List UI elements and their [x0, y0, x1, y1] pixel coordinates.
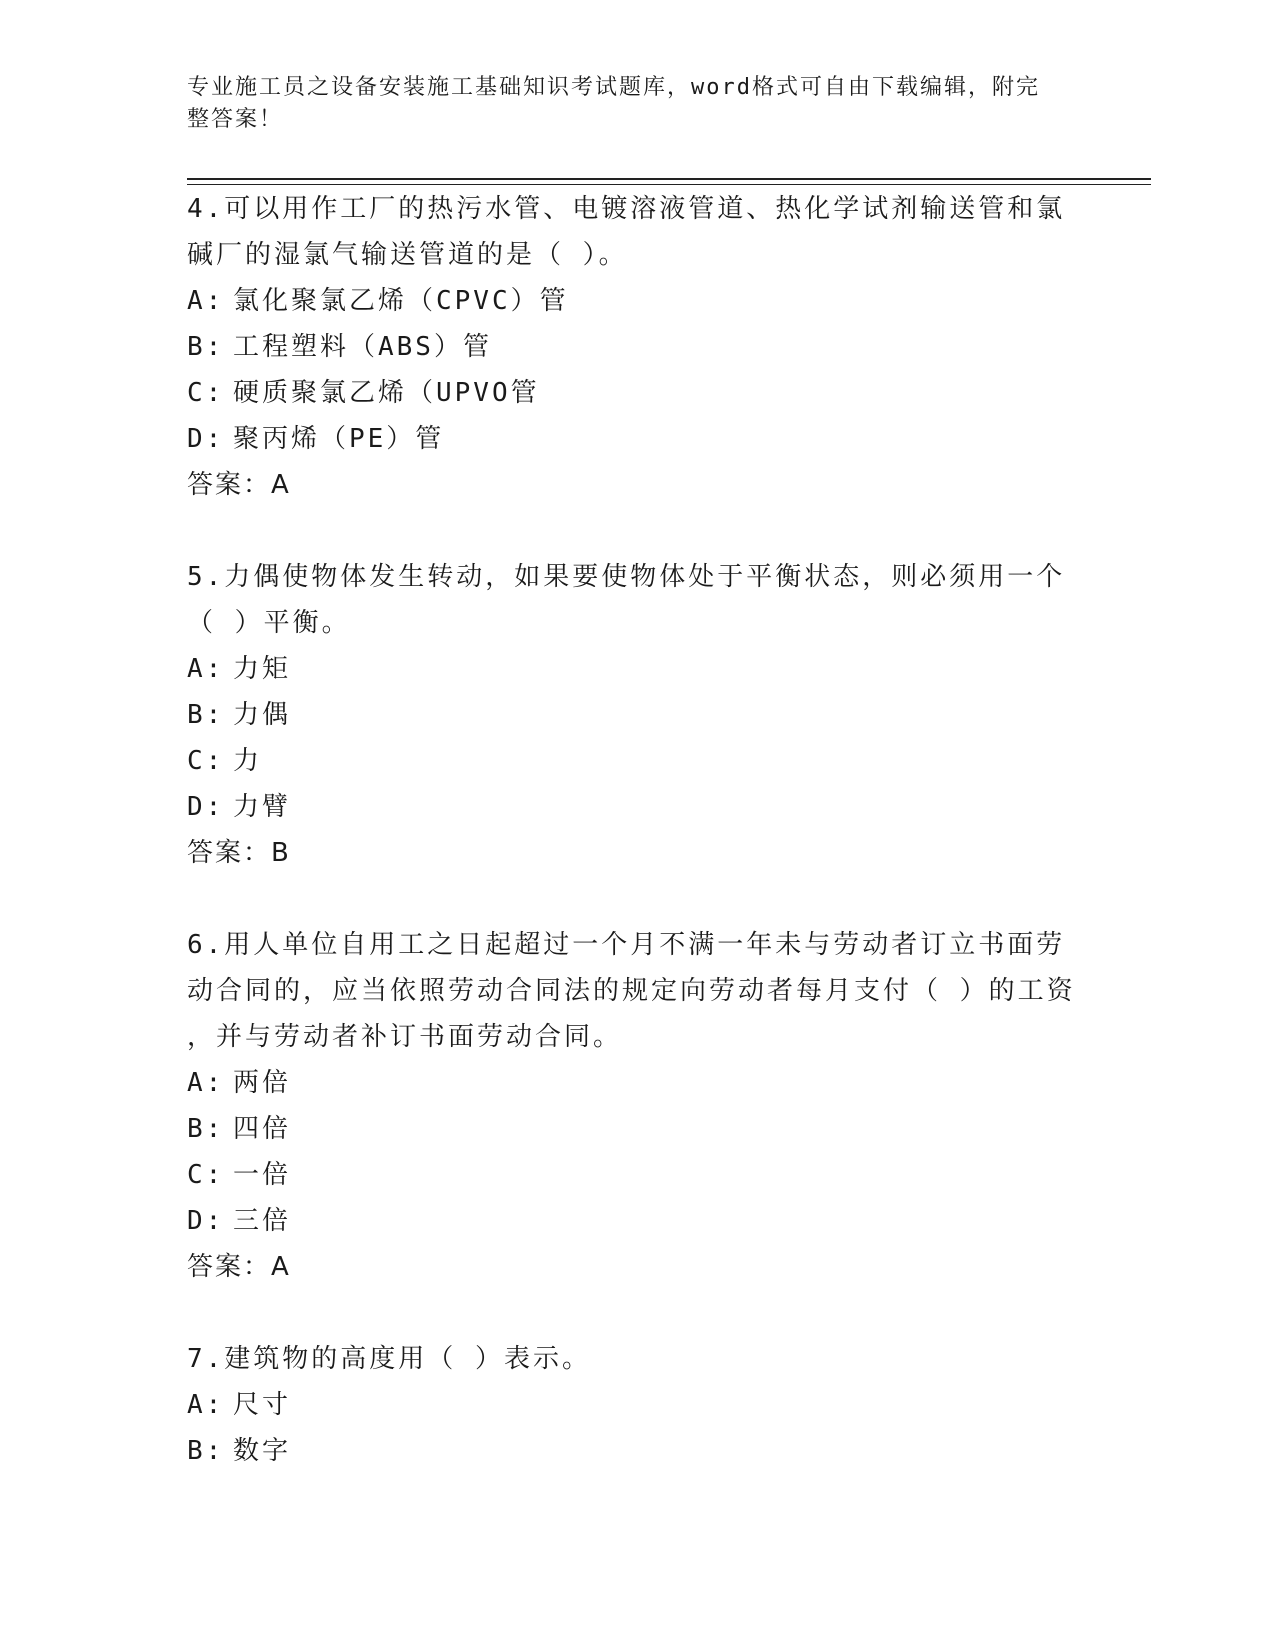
option-letter: C: — [187, 1160, 225, 1190]
option-letter: A: — [187, 286, 225, 316]
answer-line: 答案：B — [187, 838, 291, 868]
option-text: 工程塑料（ABS）管 — [233, 332, 492, 362]
question-text — [187, 922, 1087, 1060]
question-7 — [187, 1336, 1087, 1474]
answer-line: 答案：A — [187, 470, 291, 500]
option-letter: A: — [187, 1068, 225, 1098]
option-text: 一倍 — [233, 1160, 292, 1190]
question-list — [187, 186, 1087, 1520]
option-text: 力臂 — [233, 792, 292, 822]
option-text: 力偶 — [233, 700, 292, 730]
document-header — [187, 72, 1067, 136]
option-text: 硬质聚氯乙烯（UPVO管 — [233, 378, 540, 408]
option-a — [187, 1060, 1087, 1106]
question-text-line: 碱厂的湿氯气输送管道的是（ ）。 — [187, 240, 628, 270]
question-text-line: ，并与劳动者补订书面劳动合同。 — [187, 1022, 623, 1052]
option-letter: B: — [187, 1436, 225, 1466]
option-b — [187, 1428, 1087, 1474]
option-letter: B: — [187, 1114, 225, 1144]
option-a — [187, 646, 1087, 692]
question-6 — [187, 922, 1087, 1290]
option-b — [187, 324, 1087, 370]
question-text — [187, 554, 1087, 646]
option-text: 力 — [233, 746, 263, 776]
option-d — [187, 416, 1087, 462]
question-text-line: 6.用人单位自用工之日起超过一个月不满一年未与劳动者订立书面劳 — [187, 930, 1066, 960]
option-text: 聚丙烯（PE）管 — [233, 424, 445, 454]
option-c — [187, 738, 1087, 784]
option-b — [187, 692, 1087, 738]
header-divider-thin — [187, 184, 1151, 185]
option-b — [187, 1106, 1087, 1152]
option-letter: B: — [187, 700, 225, 730]
option-letter: D: — [187, 424, 225, 454]
option-text: 力矩 — [233, 654, 292, 684]
answer-line: 答案：A — [187, 1252, 291, 1282]
option-a — [187, 278, 1087, 324]
option-text: 三倍 — [233, 1206, 292, 1236]
option-c — [187, 370, 1087, 416]
option-letter: D: — [187, 1206, 225, 1236]
option-text: 两倍 — [233, 1068, 292, 1098]
question-text — [187, 1336, 1087, 1382]
question-text-line: （ ）平衡。 — [187, 608, 351, 638]
question-text — [187, 186, 1087, 278]
option-letter: B: — [187, 332, 225, 362]
option-d — [187, 784, 1087, 830]
option-a — [187, 1382, 1087, 1428]
header-divider-thick — [187, 178, 1151, 180]
option-text: 尺寸 — [233, 1390, 292, 1420]
question-text-line: 动合同的，应当依照劳动合同法的规定向劳动者每月支付（ ）的工资 — [187, 976, 1076, 1006]
question-4 — [187, 186, 1087, 508]
question-text-line: 4.可以用作工厂的热污水管、电镀溶液管道、热化学试剂输送管和氯 — [187, 194, 1066, 224]
option-letter: A: — [187, 1390, 225, 1420]
option-d — [187, 1198, 1087, 1244]
question-text-line: 7.建筑物的高度用（ ）表示。 — [187, 1344, 591, 1374]
option-letter: D: — [187, 792, 225, 822]
option-text: 四倍 — [233, 1114, 292, 1144]
question-text-line: 5.力偶使物体发生转动，如果要使物体处于平衡状态，则必须用一个 — [187, 562, 1066, 592]
option-letter: C: — [187, 378, 225, 408]
option-letter: A: — [187, 654, 225, 684]
option-text: 数字 — [233, 1436, 292, 1466]
option-text: 氯化聚氯乙烯（CPVC）管 — [233, 286, 569, 316]
option-letter: C: — [187, 746, 225, 776]
question-5 — [187, 554, 1087, 876]
header-line-1: 专业施工员之设备安装施工基础知识考试题库，word格式可自由下载编辑，附完 — [187, 75, 1040, 100]
header-line-2: 整答案！ — [187, 107, 284, 132]
option-c — [187, 1152, 1087, 1198]
